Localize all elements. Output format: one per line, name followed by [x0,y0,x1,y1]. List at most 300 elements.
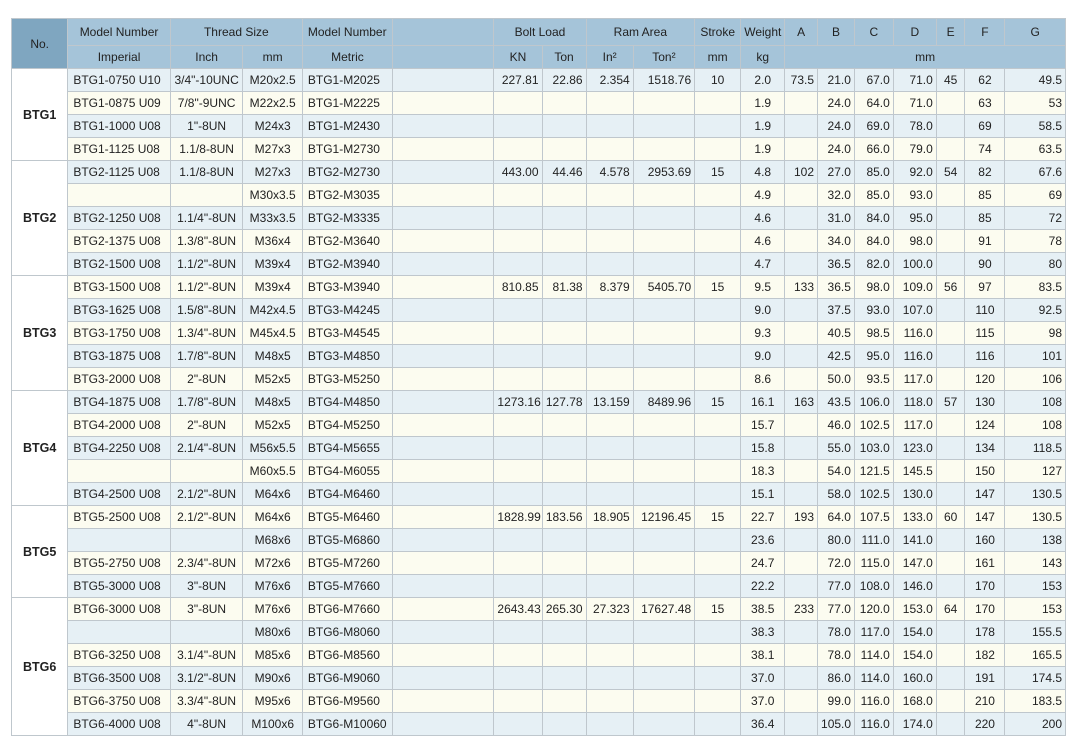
cell-model-metric: BTG6-M7660 [302,598,392,621]
table-row [12,184,1066,207]
cell-dim-g: 130.5 [1005,506,1066,529]
cell-dim-c: 85.0 [854,161,893,184]
cell-dim-g: 130.5 [1005,483,1066,506]
cell-weight: 1.9 [741,138,785,161]
cell-blank [393,276,494,299]
cell-dim-b: 58.0 [818,483,855,506]
cell-dim-c: 93.5 [854,368,893,391]
cell-ram-ton2 [633,644,694,667]
cell-model-metric: BTG1-M2225 [302,92,392,115]
cell-thread-inch: 2.1/4"-8UN [170,437,243,460]
table-row [12,299,1066,322]
cell-dim-f: 62 [965,69,1005,92]
cell-thread-mm: M33x3.5 [243,207,302,230]
cell-dim-c: 103.0 [854,437,893,460]
cell-dim-c: 82.0 [854,253,893,276]
cell-dim-e [936,460,965,483]
cell-ram-in2: 18.905 [586,506,633,529]
cell-ram-ton2 [633,368,694,391]
cell-model-imperial: BTG2-1375 U08 [68,230,170,253]
cell-ram-in2 [586,552,633,575]
cell-thread-mm: M24x3 [243,115,302,138]
cell-model-metric: BTG1-M2025 [302,69,392,92]
cell-dim-e [936,368,965,391]
cell-dim-f: 191 [965,667,1005,690]
cell-thread-inch: 2.1/2"-8UN [170,506,243,529]
header-model-number: Model Number [68,19,170,46]
cell-model-imperial: BTG1-1000 U08 [68,115,170,138]
cell-thread-mm: M56x5.5 [243,437,302,460]
cell-dim-d: 79.0 [893,138,936,161]
cell-ram-in2 [586,644,633,667]
group-label: BTG5 [12,506,68,598]
cell-dim-c: 111.0 [854,529,893,552]
cell-dim-f: 178 [965,621,1005,644]
cell-ram-in2 [586,253,633,276]
cell-model-imperial [68,460,170,483]
cell-dim-a [785,368,818,391]
cell-weight: 9.0 [741,299,785,322]
cell-stroke [695,368,741,391]
cell-dim-d: 116.0 [893,322,936,345]
cell-dim-c: 116.0 [854,690,893,713]
cell-stroke [695,299,741,322]
cell-ram-ton2 [633,529,694,552]
cell-stroke: 15 [695,598,741,621]
cell-dim-d: 130.0 [893,483,936,506]
cell-dim-g: 138 [1005,529,1066,552]
cell-bolt-ton [542,92,586,115]
cell-thread-mm: M60x5.5 [243,460,302,483]
cell-dim-b: 21.0 [818,69,855,92]
cell-bolt-kn [494,299,542,322]
cell-ram-in2 [586,207,633,230]
cell-ram-in2 [586,138,633,161]
cell-bolt-kn: 1273.16 [494,391,542,414]
cell-dim-a [785,552,818,575]
cell-model-imperial: BTG2-1250 U08 [68,207,170,230]
cell-blank [393,69,494,92]
cell-ram-in2 [586,667,633,690]
cell-dim-e [936,621,965,644]
cell-dim-c: 121.5 [854,460,893,483]
cell-dim-a [785,184,818,207]
cell-dim-b: 80.0 [818,529,855,552]
cell-thread-inch: 2.3/4"-8UN [170,552,243,575]
cell-bolt-ton [542,115,586,138]
cell-ram-ton2 [633,184,694,207]
cell-blank [393,92,494,115]
cell-model-metric: BTG4-M4850 [302,391,392,414]
cell-thread-inch: 2"-8UN [170,368,243,391]
cell-ram-ton2 [633,667,694,690]
cell-thread-inch: 2"-8UN [170,414,243,437]
cell-ram-ton2 [633,414,694,437]
cell-ram-ton2: 17627.48 [633,598,694,621]
cell-stroke [695,621,741,644]
cell-thread-mm: M48x5 [243,391,302,414]
cell-ram-in2 [586,529,633,552]
cell-bolt-kn [494,184,542,207]
cell-model-metric: BTG4-M6460 [302,483,392,506]
cell-thread-inch [170,184,243,207]
cell-dim-a [785,299,818,322]
cell-thread-inch: 7/8"-9UNC [170,92,243,115]
cell-weight: 18.3 [741,460,785,483]
cell-dim-f: 120 [965,368,1005,391]
cell-ram-in2: 2.354 [586,69,633,92]
cell-thread-mm: M76x6 [243,598,302,621]
cell-dim-f: 116 [965,345,1005,368]
cell-dim-e [936,115,965,138]
cell-thread-mm: M27x3 [243,161,302,184]
cell-thread-mm: M48x5 [243,345,302,368]
cell-dim-g: 108 [1005,414,1066,437]
cell-blank [393,552,494,575]
cell-bolt-kn [494,115,542,138]
cell-weight: 2.0 [741,69,785,92]
cell-bolt-kn [494,529,542,552]
header-dim-g: G [1005,19,1066,46]
cell-thread-mm: M52x5 [243,368,302,391]
cell-dim-a: 102 [785,161,818,184]
cell-dim-e [936,483,965,506]
header-blank [393,19,494,46]
cell-stroke [695,345,741,368]
cell-model-imperial: BTG1-0875 U09 [68,92,170,115]
cell-dim-b: 27.0 [818,161,855,184]
cell-model-metric: BTG2-M3940 [302,253,392,276]
cell-dim-c: 66.0 [854,138,893,161]
cell-dim-f: 161 [965,552,1005,575]
cell-dim-b: 64.0 [818,506,855,529]
cell-weight: 15.1 [741,483,785,506]
cell-thread-mm: M80x6 [243,621,302,644]
cell-dim-a [785,207,818,230]
cell-dim-d: 98.0 [893,230,936,253]
cell-dim-d: 93.0 [893,184,936,207]
cell-stroke [695,667,741,690]
cell-blank [393,437,494,460]
cell-dim-d: 154.0 [893,621,936,644]
cell-dim-b: 34.0 [818,230,855,253]
cell-blank [393,368,494,391]
cell-model-imperial: BTG2-1125 U08 [68,161,170,184]
cell-ram-ton2 [633,552,694,575]
cell-bolt-kn [494,667,542,690]
cell-weight: 9.0 [741,345,785,368]
cell-dim-e: 64 [936,598,965,621]
cell-dim-b: 24.0 [818,115,855,138]
cell-weight: 36.4 [741,713,785,736]
cell-dim-f: 130 [965,391,1005,414]
header-dims-unit: mm [785,46,1066,69]
cell-dim-c: 84.0 [854,230,893,253]
cell-bolt-kn [494,575,542,598]
cell-dim-a [785,690,818,713]
cell-weight: 37.0 [741,667,785,690]
header-mm: mm [243,46,302,69]
cell-dim-g: 49.5 [1005,69,1066,92]
table-row [12,368,1066,391]
cell-dim-a [785,115,818,138]
table-header [12,19,1066,69]
cell-weight: 9.5 [741,276,785,299]
cell-dim-a [785,322,818,345]
cell-stroke [695,690,741,713]
cell-dim-e [936,345,965,368]
table-row [12,529,1066,552]
table-row [12,391,1066,414]
table-row [12,92,1066,115]
cell-thread-mm: M90x6 [243,667,302,690]
cell-thread-mm: M42x4.5 [243,299,302,322]
header-in2: In² [586,46,633,69]
cell-bolt-kn: 227.81 [494,69,542,92]
cell-dim-b: 55.0 [818,437,855,460]
cell-weight: 1.9 [741,115,785,138]
cell-bolt-ton [542,184,586,207]
cell-dim-b: 99.0 [818,690,855,713]
cell-bolt-ton [542,667,586,690]
cell-bolt-kn [494,644,542,667]
cell-dim-b: 77.0 [818,575,855,598]
cell-bolt-ton: 127.78 [542,391,586,414]
cell-dim-f: 150 [965,460,1005,483]
cell-bolt-kn [494,322,542,345]
table-row [12,667,1066,690]
cell-dim-e [936,644,965,667]
cell-ram-in2 [586,299,633,322]
cell-bolt-ton: 183.56 [542,506,586,529]
cell-thread-mm: M39x4 [243,276,302,299]
cell-weight: 8.6 [741,368,785,391]
cell-dim-f: 134 [965,437,1005,460]
cell-weight: 15.7 [741,414,785,437]
cell-bolt-ton [542,621,586,644]
cell-stroke [695,529,741,552]
cell-bolt-ton [542,644,586,667]
cell-model-imperial: BTG6-3500 U08 [68,667,170,690]
cell-dim-g: 200 [1005,713,1066,736]
table-row [12,552,1066,575]
cell-model-imperial: BTG1-1125 U08 [68,138,170,161]
cell-dim-e [936,207,965,230]
cell-dim-e [936,529,965,552]
cell-dim-a [785,460,818,483]
cell-dim-e [936,138,965,161]
cell-dim-a [785,230,818,253]
cell-ram-in2: 13.159 [586,391,633,414]
cell-ram-ton2 [633,138,694,161]
cell-model-imperial: BTG3-1875 U08 [68,345,170,368]
cell-dim-d: 95.0 [893,207,936,230]
cell-dim-a: 233 [785,598,818,621]
cell-thread-mm: M64x6 [243,506,302,529]
cell-dim-c: 84.0 [854,207,893,230]
cell-thread-mm: M72x6 [243,552,302,575]
cell-thread-inch: 2.1/2"-8UN [170,483,243,506]
cell-ram-ton2 [633,299,694,322]
cell-model-metric: BTG2-M3640 [302,230,392,253]
cell-blank [393,483,494,506]
cell-dim-a [785,575,818,598]
cell-thread-inch: 1.3/4"-8UN [170,322,243,345]
cell-dim-c: 117.0 [854,621,893,644]
header-weight: Weight [741,19,785,46]
cell-model-imperial: BTG6-4000 U08 [68,713,170,736]
cell-model-metric: BTG6-M9060 [302,667,392,690]
cell-dim-e [936,575,965,598]
cell-ram-ton2 [633,483,694,506]
cell-model-metric: BTG4-M6055 [302,460,392,483]
cell-ram-ton2 [633,322,694,345]
cell-bolt-ton [542,483,586,506]
cell-model-metric: BTG3-M4245 [302,299,392,322]
cell-dim-f: 63 [965,92,1005,115]
cell-ram-ton2 [633,207,694,230]
cell-thread-mm: M76x6 [243,575,302,598]
cell-dim-e [936,230,965,253]
cell-dim-f: 110 [965,299,1005,322]
cell-ram-in2 [586,345,633,368]
header-model-number-metric: Model Number [302,19,392,46]
cell-model-imperial: BTG1-0750 U10 [68,69,170,92]
header-no: No. [12,19,68,69]
cell-blank [393,644,494,667]
cell-dim-f: 182 [965,644,1005,667]
cell-dim-d: 174.0 [893,713,936,736]
cell-thread-mm: M68x6 [243,529,302,552]
cell-ram-ton2 [633,345,694,368]
cell-weight: 22.2 [741,575,785,598]
cell-model-imperial: BTG2-1500 U08 [68,253,170,276]
group-label: BTG1 [12,69,68,161]
cell-stroke [695,92,741,115]
cell-blank [393,414,494,437]
cell-model-imperial [68,621,170,644]
cell-dim-e: 57 [936,391,965,414]
cell-model-imperial: BTG3-1750 U08 [68,322,170,345]
cell-blank [393,161,494,184]
cell-dim-c: 108.0 [854,575,893,598]
cell-dim-g: 98 [1005,322,1066,345]
cell-stroke [695,138,741,161]
cell-stroke [695,322,741,345]
cell-thread-mm: M36x4 [243,230,302,253]
header-dim-d: D [893,19,936,46]
table-row [12,138,1066,161]
cell-model-imperial: BTG3-1625 U08 [68,299,170,322]
cell-dim-b: 40.5 [818,322,855,345]
header-weight-unit: kg [741,46,785,69]
header-dim-e: E [936,19,965,46]
cell-dim-g: 63.5 [1005,138,1066,161]
cell-dim-g: 83.5 [1005,276,1066,299]
cell-dim-a: 163 [785,391,818,414]
cell-dim-f: 91 [965,230,1005,253]
cell-stroke [695,552,741,575]
cell-bolt-kn [494,437,542,460]
table-row [12,483,1066,506]
cell-dim-e [936,414,965,437]
cell-blank [393,690,494,713]
cell-dim-f: 97 [965,276,1005,299]
cell-thread-mm: M95x6 [243,690,302,713]
cell-bolt-ton [542,414,586,437]
cell-thread-inch: 1.7/8"-8UN [170,345,243,368]
cell-dim-a [785,667,818,690]
cell-dim-g: 153 [1005,598,1066,621]
group-label: BTG4 [12,391,68,506]
table-row [12,276,1066,299]
cell-dim-b: 50.0 [818,368,855,391]
cell-stroke: 10 [695,69,741,92]
cell-weight: 4.8 [741,161,785,184]
cell-weight: 24.7 [741,552,785,575]
cell-dim-d: 107.0 [893,299,936,322]
cell-bolt-ton [542,552,586,575]
table-row [12,621,1066,644]
cell-thread-inch: 3"-8UN [170,575,243,598]
cell-bolt-kn [494,345,542,368]
cell-bolt-ton [542,368,586,391]
cell-thread-inch [170,460,243,483]
cell-bolt-ton: 265.30 [542,598,586,621]
table-row [12,644,1066,667]
cell-thread-inch: 3.3/4"-8UN [170,690,243,713]
cell-blank [393,207,494,230]
cell-stroke [695,115,741,138]
cell-model-imperial: BTG4-2000 U08 [68,414,170,437]
cell-dim-f: 170 [965,598,1005,621]
cell-weight: 4.6 [741,230,785,253]
spec-table-container [11,18,1066,736]
cell-thread-mm: M52x5 [243,414,302,437]
cell-stroke [695,207,741,230]
cell-dim-a: 193 [785,506,818,529]
cell-thread-inch [170,621,243,644]
cell-ram-ton2: 1518.76 [633,69,694,92]
cell-thread-inch [170,529,243,552]
cell-dim-b: 43.5 [818,391,855,414]
cell-blank [393,598,494,621]
cell-model-imperial: BTG6-3000 U08 [68,598,170,621]
group-label: BTG3 [12,276,68,391]
cell-ram-in2 [586,437,633,460]
table-row [12,345,1066,368]
cell-dim-b: 42.5 [818,345,855,368]
table-row [12,598,1066,621]
cell-dim-a [785,345,818,368]
cell-dim-g: 58.5 [1005,115,1066,138]
cell-thread-inch: 1.1/2"-8UN [170,276,243,299]
cell-bolt-kn [494,690,542,713]
cell-dim-b: 54.0 [818,460,855,483]
cell-dim-d: 117.0 [893,414,936,437]
cell-dim-f: 124 [965,414,1005,437]
header-ton2: Ton² [633,46,694,69]
cell-blank [393,713,494,736]
cell-dim-g: 80 [1005,253,1066,276]
cell-model-metric: BTG3-M5250 [302,368,392,391]
cell-dim-f: 147 [965,483,1005,506]
cell-model-imperial: BTG5-2500 U08 [68,506,170,529]
cell-weight: 1.9 [741,92,785,115]
cell-blank [393,184,494,207]
cell-weight: 38.5 [741,598,785,621]
header-metric: Metric [302,46,392,69]
